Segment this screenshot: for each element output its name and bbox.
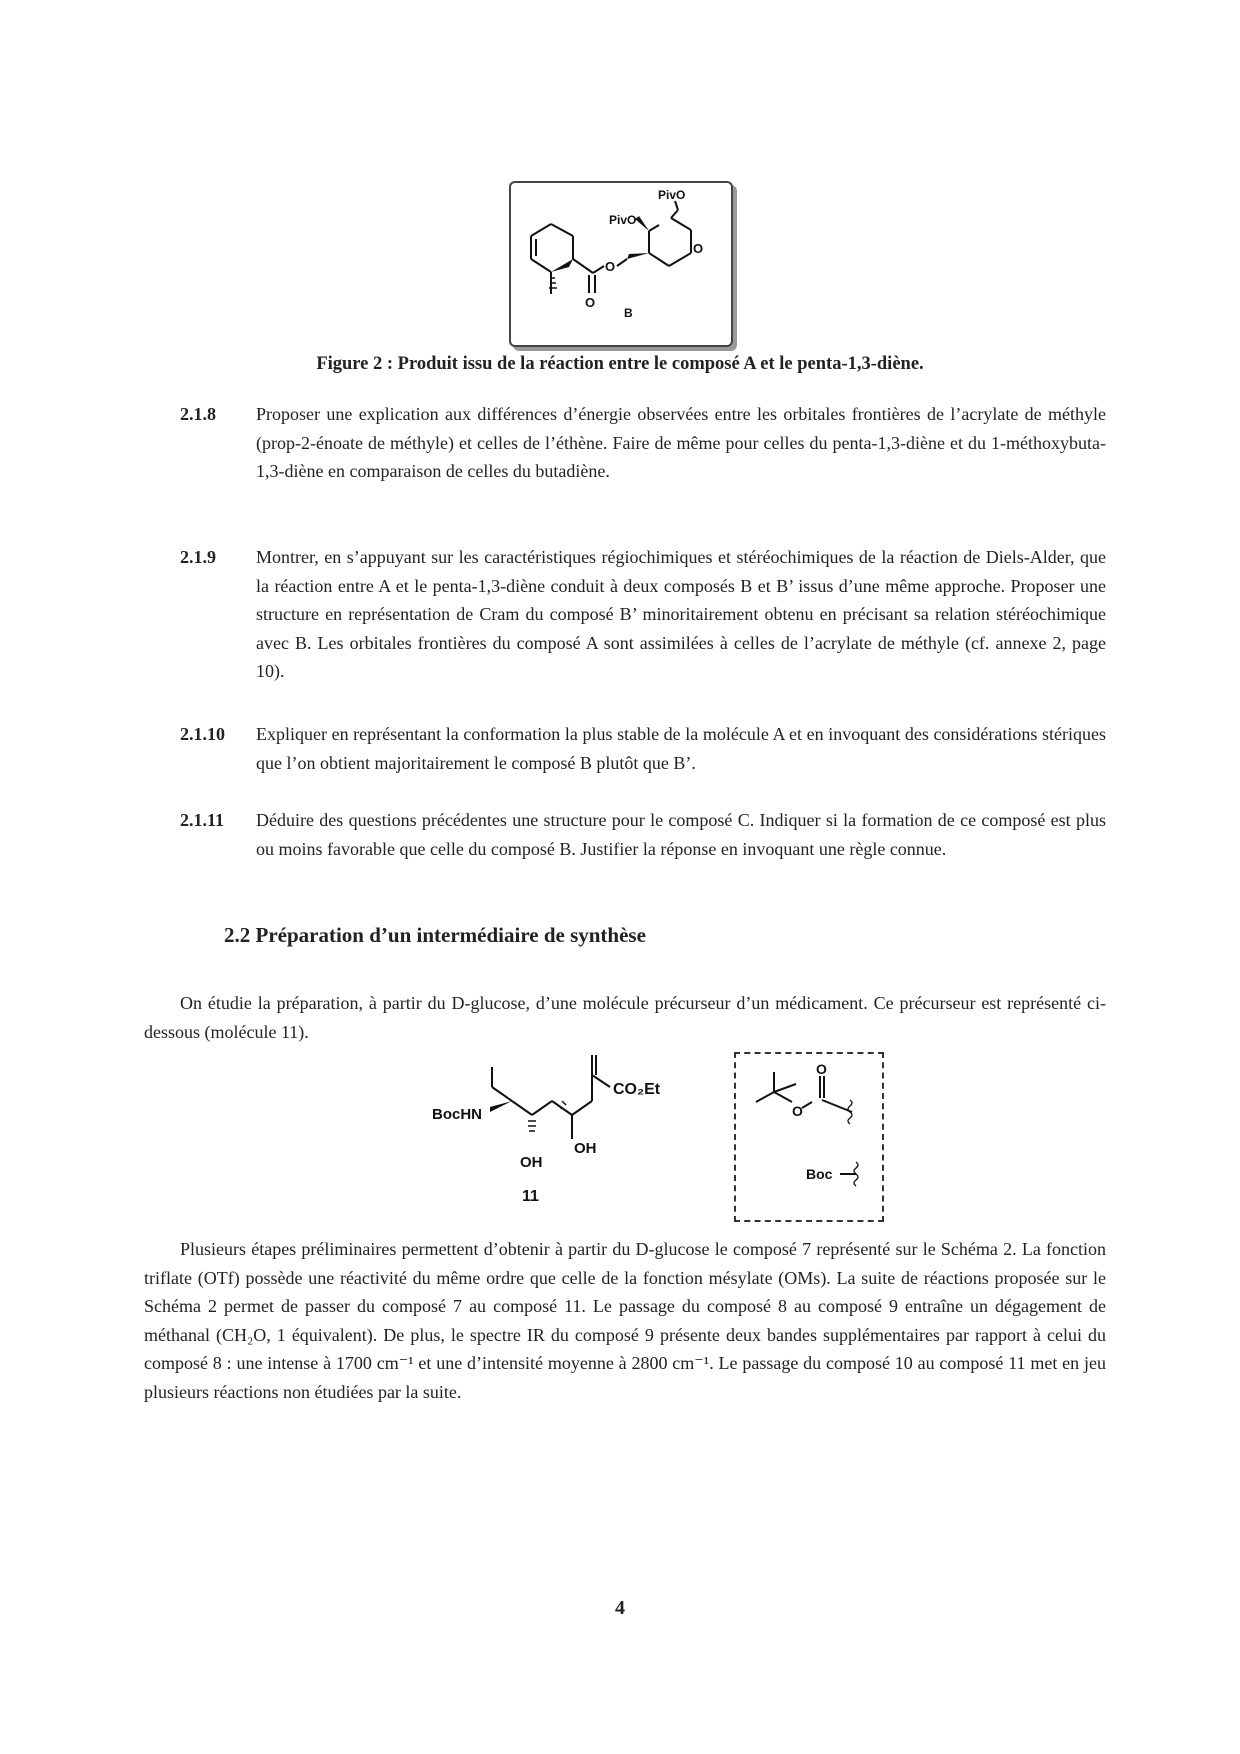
molecule-11-structure [430, 1055, 690, 1225]
boc-ester-oxygen-label: O [792, 1103, 803, 1119]
intro-paragraph: On étudie la préparation, à partir du D-glucose, d’une molécule précurseur d’un médicament. Ce précurseur est représenté ci-dessous (molécule 11). [144, 993, 1106, 1042]
figure-2-caption: Figure 2 : Produit issu de la réaction entre le composé A et le penta-1,3-diène. [316, 354, 924, 374]
ring-oxygen-label: O [693, 241, 704, 256]
molecule-b-structure [511, 183, 731, 345]
molecule-11-number: 11 [522, 1188, 539, 1205]
carbonyl-oxygen-label: O [585, 295, 596, 310]
question-2-1-9 [180, 543, 1106, 686]
bochn-label: BocHN [432, 1106, 483, 1123]
question-text: Montrer, en s’appuyant sur les caractéristiques régiochimiques et stéréochimiques de la réaction de Diels-Alder, que la réaction entre A et le penta-1,3-diène conduit à deux composés B et B’ issus d’une même approche. Proposer une structure en représentation de Cram du composé B’ minoritairement obtenu en précisant sa relation stéréochimique avec B. Les orbitales frontières du composé A sont assimilées à celles de l’acrylate de méthyle (cf. annexe 2, page 10). [256, 547, 1106, 681]
compound-b-label: B [624, 306, 633, 320]
page-number: 4 [615, 1597, 625, 1619]
pivo-label-1: PivO [609, 213, 637, 227]
body-paragraph: Plusieurs étapes préliminaires permettent d’obtenir à partir du D-glucose le composé 7 représenté sur le Schéma 2. La fonction triflate (OTf) possède une réactivité du même ordre que celle de la fonction mésylate (OMs). La suite de réactions proposée sur le Schéma 2 permet de passer du composé 7 au composé 11. Le passage du composé 8 au composé 9 entraîne un dégagement de méthanal (CH₂O, 1 équivalent). De plus, le spectre IR du composé 9 présente deux bandes supplémentaires par rapport à celui du composé 8 : une intense à 1700 cm⁻¹ et une d’intensité moyenne à 2800 cm⁻¹. Le passage du composé 10 au composé 11 met en jeu plusieurs réactions non étudiées par la suite. [144, 1239, 1106, 1402]
ester-oxygen-label: O [605, 259, 616, 274]
question-number: 2.1.8 [180, 404, 216, 424]
figure-2-box [509, 181, 733, 347]
co2et-label: CO₂Et [613, 1081, 661, 1098]
question-2-1-10 [180, 720, 1106, 777]
question-number: 2.1.10 [180, 724, 225, 744]
oh-label-right: OH [574, 1140, 597, 1157]
boc-carbonyl-oxygen-label: O [816, 1061, 827, 1077]
boc-label: Boc [806, 1166, 833, 1182]
question-text: Expliquer en représentant la conformation la plus stable de la molécule A et en invoquant des considérations stériques que l’on obtient majoritairement le composé B plutôt que B’. [256, 724, 1106, 773]
boc-group-structure [736, 1054, 882, 1220]
section-title: 2.2 Préparation d’un intermédiaire de synthèse [224, 923, 646, 947]
question-text: Déduire des questions précédentes une structure pour le composé C. Indiquer si la formation de ce composé est plus ou moins favorable que celle du composé B. Justifier la réponse en invoquant une règle connue. [256, 810, 1106, 859]
oh-label-bottom: OH [520, 1154, 543, 1171]
question-number: 2.1.11 [180, 810, 225, 830]
pivo-label-2: PivO [658, 188, 686, 202]
question-text: Proposer une explication aux différences d’énergie observées entre les orbitales frontières de l’acrylate de méthyle (prop-2-énoate de méthyle) et celles de l’éthène. Faire de même pour celles du penta-1,3-diène et du 1-méthoxybuta-1,3-diène en comparaison de celles du butadiène. [256, 404, 1106, 481]
question-number: 2.1.9 [180, 547, 216, 567]
boc-definition-box [734, 1052, 884, 1222]
question-2-1-8 [180, 400, 1106, 486]
question-2-1-11 [180, 806, 1106, 863]
